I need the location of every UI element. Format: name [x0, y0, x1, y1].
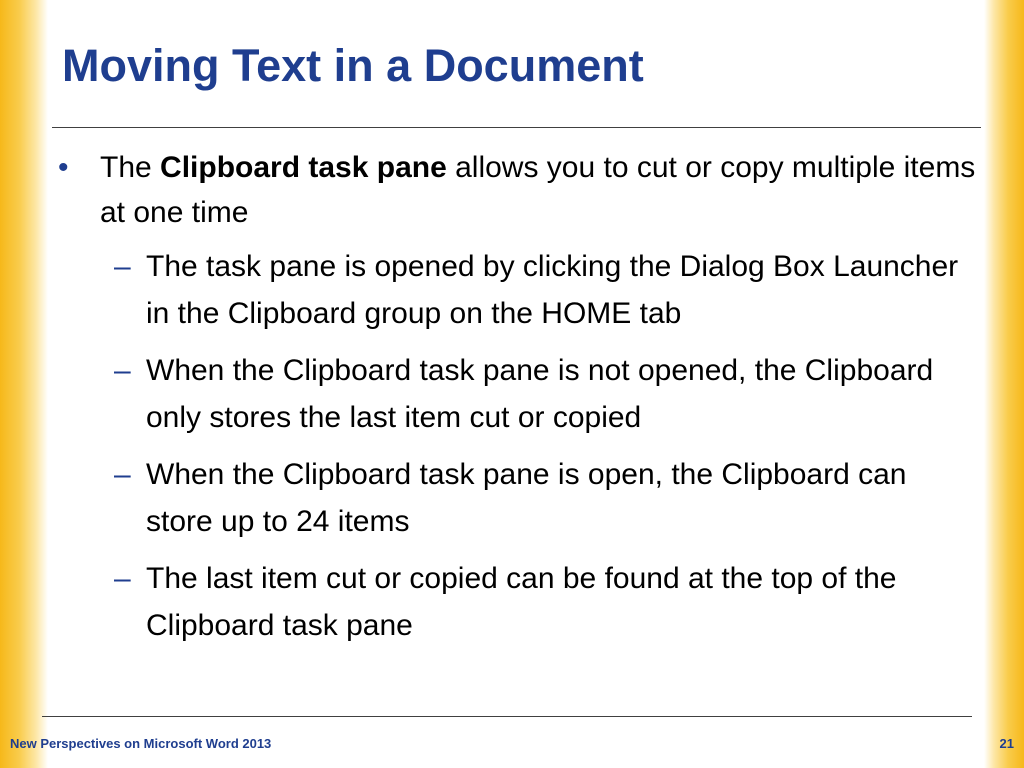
sub-bullet-text: When the Clipboard task pane is not opened, the Clipboard only stores the last item cut or copied [146, 354, 934, 434]
dash-marker: – [114, 458, 131, 491]
bullet-item [58, 145, 978, 235]
sub-bullet-item [58, 451, 978, 545]
footer-divider [42, 716, 972, 717]
sub-bullet-text: The last item cut or copied can be found at the top of the Clipboard task pane [146, 562, 897, 642]
sub-bullet-item [58, 347, 978, 441]
bullet-text-bold: Clipboard task pane [160, 151, 447, 184]
page-number: 21 [999, 736, 1014, 751]
sub-bullet-text: The task pane is opened by clicking the Dialog Box Launcher in the Clipboard group on the HOME tab [146, 250, 959, 330]
footer-source: New Perspectives on Microsoft Word 2013 [10, 736, 272, 751]
sub-bullet-text: When the Clipboard task pane is open, the Clipboard can store up to 24 items [146, 458, 907, 538]
dash-marker: – [114, 562, 131, 595]
sub-bullet-list [58, 243, 978, 649]
bullet-text-rest: allows you to cut or copy multiple items at one time [100, 151, 976, 229]
bullet-text-lead: The [100, 151, 161, 184]
bullet-marker: • [58, 151, 69, 184]
left-gradient-band [0, 0, 48, 768]
slide-body [58, 145, 978, 659]
sub-bullet-item [58, 243, 978, 337]
slide-title: Moving Text in a Document [62, 40, 644, 91]
title-divider [52, 127, 981, 128]
sub-bullet-item [58, 555, 978, 649]
dash-marker: – [114, 354, 131, 387]
right-gradient-band [984, 0, 1024, 768]
dash-marker: – [114, 250, 131, 283]
